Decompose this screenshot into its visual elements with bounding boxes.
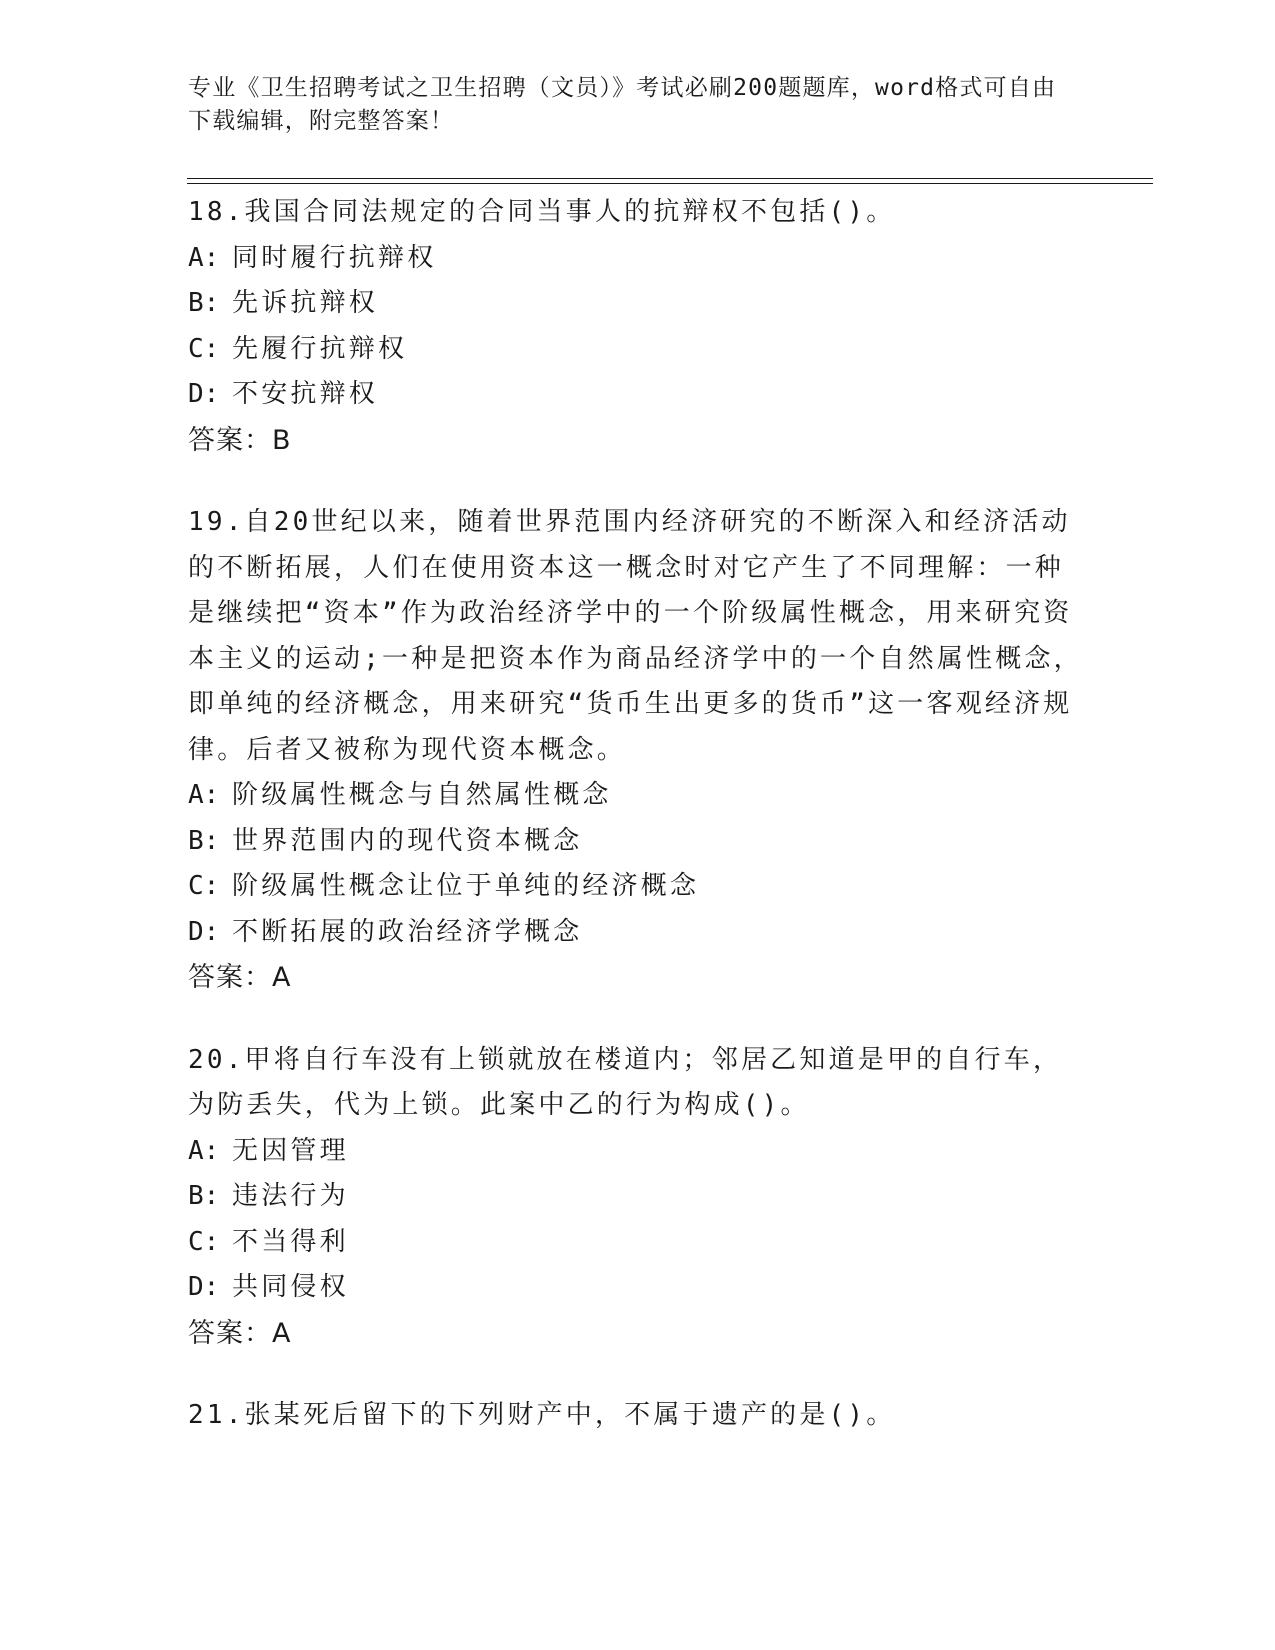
option-key: C: [188, 333, 220, 364]
option-b [188, 1174, 1088, 1220]
option-text: 世界范围内的现代资本概念 [232, 825, 583, 856]
option-d [188, 910, 1088, 956]
option-c [188, 327, 1088, 373]
question-18 [188, 190, 1088, 463]
question-21 [188, 1393, 1088, 1439]
option-a [188, 236, 1088, 282]
option-text: 阶级属性概念与自然属性概念 [232, 780, 612, 810]
option-a [188, 773, 1088, 819]
option-text: 先诉抗辩权 [232, 288, 379, 318]
option-c [188, 864, 1088, 910]
answer-label: 答案：B [188, 424, 292, 456]
option-b [188, 819, 1088, 865]
option-b [188, 281, 1088, 327]
option-text: 阶级属性概念让位于单纯的经济概念 [232, 871, 700, 901]
option-key: A: [188, 242, 220, 273]
option-c [188, 1220, 1088, 1266]
answer-label: 答案：A [188, 962, 292, 993]
question-stem: 18.我国合同法规定的合同当事人的抗辩权不包括()。 [188, 197, 896, 227]
option-key: A: [188, 780, 220, 810]
header-divider-bottom [187, 183, 1153, 184]
option-key: A: [188, 1135, 220, 1166]
option-key: D: [188, 1272, 220, 1302]
option-text: 无因管理 [232, 1135, 349, 1166]
option-text: 共同侵权 [232, 1272, 349, 1302]
option-key: C: [188, 1226, 220, 1257]
option-a [188, 1129, 1088, 1175]
option-text: 不当得利 [232, 1226, 349, 1257]
option-text: 不断拓展的政治经济学概念 [232, 916, 583, 947]
question-stem: 20.甲将自行车没有上锁就放在楼道内；邻居乙知道是甲的自行车，为防丢失，代为上锁。此案中乙的行为构成()。 [188, 1044, 1063, 1120]
option-text: 不安抗辩权 [232, 379, 379, 409]
option-d [188, 1265, 1088, 1311]
option-key: D: [188, 379, 220, 409]
document-header: 专业《卫生招聘考试之卫生招聘（文员）》考试必刷200题题库，word格式可自由下载编辑，附完整答案！ [188, 75, 1057, 134]
question-stem: 19.自20世纪以来，随着世界范围内经济研究的不断深入和经济活动的不断拓展，人们在使用资本这一概念时对它产生了不同理解：一种是继续把“资本”作为政治经济学中的一个阶级属性概念，用来研究资本主义的运动;一种是把资本作为商品经济学中的一个自然属性概念，即单纯的经济概念，用来研究“货币生出更多的货币”这一客观经济规律。后者又被称为现代资本概念。 [188, 507, 1083, 765]
header-divider-top [187, 178, 1153, 179]
question-list [188, 190, 1088, 1476]
option-d [188, 372, 1088, 418]
option-key: B: [188, 1181, 220, 1211]
option-key: B: [188, 825, 220, 856]
option-key: D: [188, 916, 220, 947]
question-19 [188, 500, 1088, 1001]
question-stem: 21.张某死后留下的下列财产中，不属于遗产的是()。 [188, 1400, 896, 1430]
answer-label: 答案：A [188, 1317, 292, 1349]
option-text: 同时履行抗辩权 [232, 242, 437, 273]
option-key: C: [188, 871, 220, 901]
option-text: 违法行为 [232, 1181, 349, 1211]
option-text: 先履行抗辩权 [232, 333, 408, 364]
option-key: B: [188, 288, 220, 318]
question-20 [188, 1038, 1088, 1357]
